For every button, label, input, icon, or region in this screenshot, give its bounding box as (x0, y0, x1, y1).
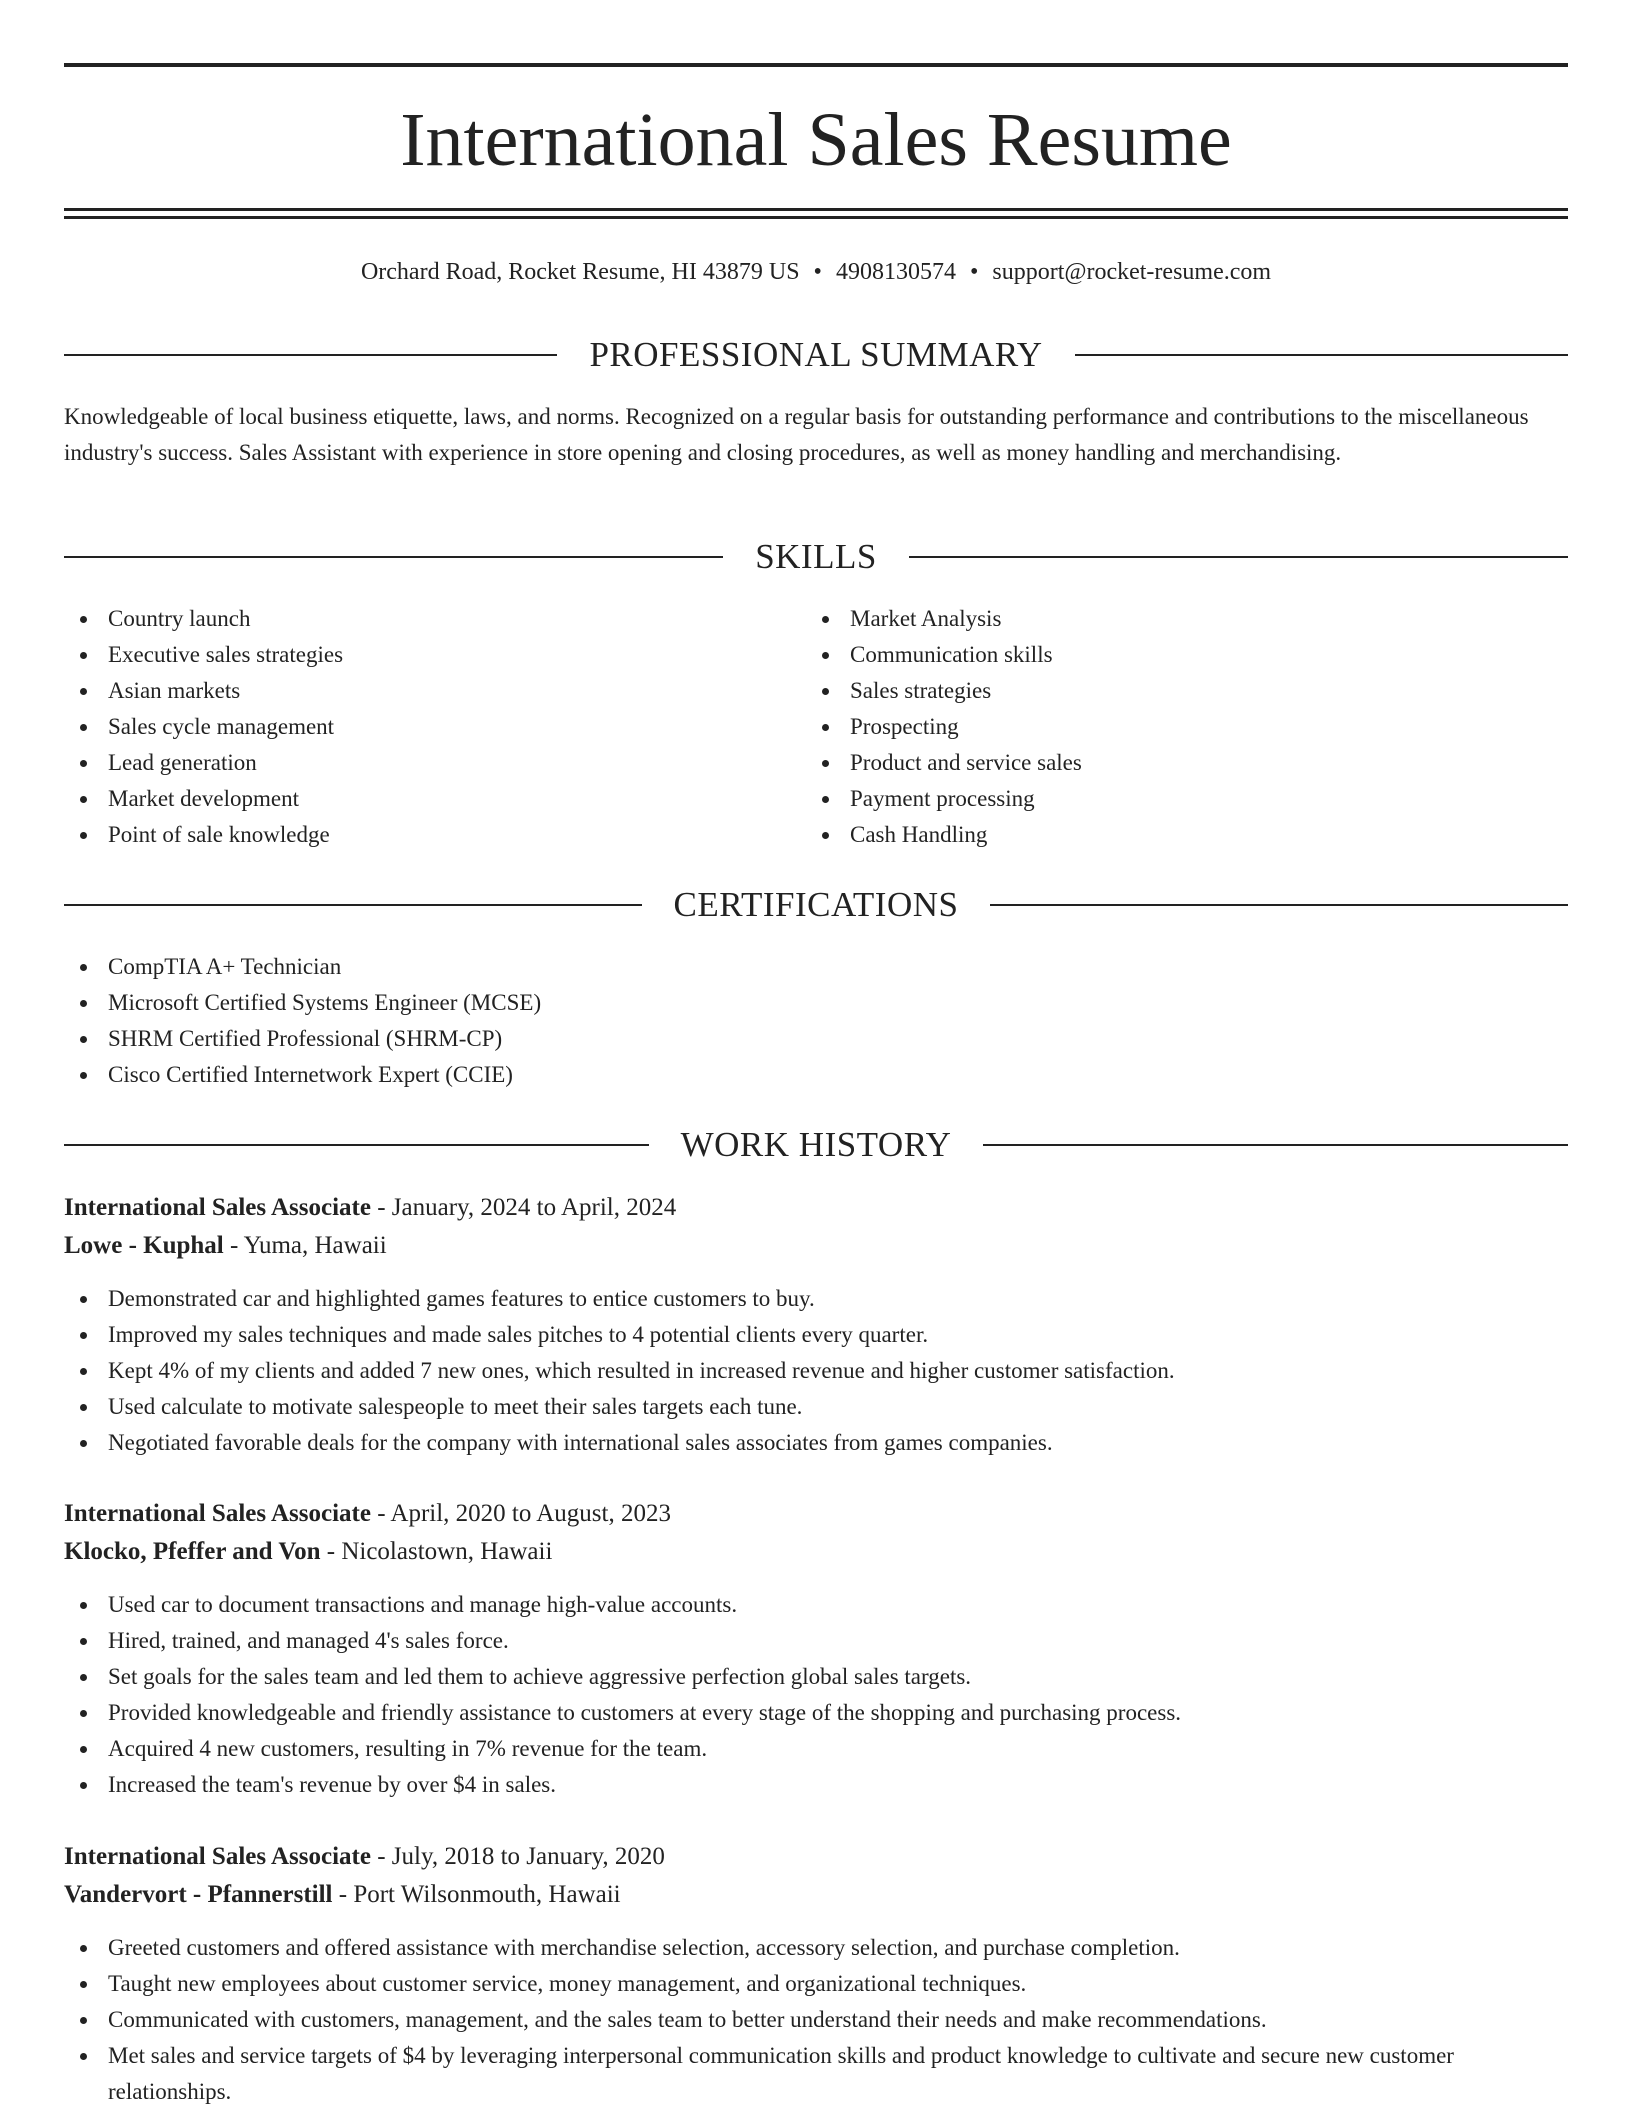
job-bullet-item: Negotiated favorable deals for the company with international sales associates from games companies. (64, 1425, 1568, 1461)
job-title: International Sales Associate (64, 1843, 371, 1870)
section-heading-summary (64, 335, 1568, 375)
job-bullet-item: Used car to document transactions and manage high-value accounts. (64, 1587, 1568, 1623)
contact-line (64, 255, 1568, 289)
contact-phone: 4908130574 (835, 259, 956, 285)
skill-item: Sales cycle management (64, 709, 764, 745)
title-double-rule (64, 208, 1568, 220)
heading-rule (64, 1144, 649, 1146)
skill-item: Communication skills (806, 637, 1506, 673)
resume-title: International Sales Resume (400, 98, 1232, 182)
heading-rule (983, 1144, 1568, 1146)
job-bullet-item: Hired, trained, and managed 4's sales force. (64, 1623, 1568, 1659)
job-entry-2 (64, 1495, 1568, 1803)
heading-label: PROFESSIONAL SUMMARY (589, 335, 1043, 374)
skill-item: Market development (64, 781, 764, 817)
job-dates: - January, 2024 to April, 2024 (370, 1194, 677, 1221)
job-company-line (64, 1533, 1568, 1571)
top-rule (64, 63, 1568, 67)
section-heading-certifications (64, 885, 1568, 925)
skills-list-right (806, 601, 1506, 853)
job-entry-3 (64, 1838, 1568, 2110)
certifications-list (64, 949, 1568, 1093)
job-bullet-item: Communicated with customers, management, and the sales team to better understand their needs and make recommendations. (64, 2002, 1568, 2038)
job-bullet-item: Improved my sales techniques and made sales pitches to 4 potential clients every quarter. (64, 1317, 1568, 1353)
heading-rule (64, 904, 642, 906)
job-bullet-item: Provided knowledgeable and friendly assistance to customers at every stage of the shopping and purchasing process. (64, 1695, 1568, 1731)
heading-rule (64, 556, 723, 558)
skill-item: Executive sales strategies (64, 637, 764, 673)
skills-list-left (64, 601, 764, 853)
heading-rule (990, 904, 1568, 906)
contact-separator: • (813, 259, 822, 285)
skill-item: Product and service sales (806, 745, 1506, 781)
job-bullet-item: Kept 4% of my clients and added 7 new ones, which resulted in increased revenue and higher customer satisfaction. (64, 1353, 1568, 1389)
job-bullet-item: Taught new employees about customer service, money management, and organizational techniques. (64, 1966, 1568, 2002)
job-bullet-item: Demonstrated car and highlighted games features to entice customers to buy. (64, 1281, 1568, 1317)
section-heading-work (64, 1125, 1568, 1165)
skills-column-right (806, 601, 1506, 853)
job-title: International Sales Associate (64, 1500, 371, 1527)
job-bullet-item: Acquired 4 new customers, resulting in 7% revenue for the team. (64, 1731, 1568, 1767)
certification-item: CompTIA A+ Technician (64, 949, 1568, 985)
heading-label: CERTIFICATIONS (673, 885, 959, 924)
skill-item: Payment processing (806, 781, 1506, 817)
certifications-block (64, 949, 1568, 1093)
job-title-line (64, 1838, 1568, 1876)
skill-item: Sales strategies (806, 673, 1506, 709)
heading-label: SKILLS (755, 537, 877, 576)
skill-item: Country launch (64, 601, 764, 637)
heading-label: WORK HISTORY (680, 1125, 952, 1164)
skill-item: Lead generation (64, 745, 764, 781)
job-company: Vandervort - Pfannerstill (64, 1881, 333, 1908)
job-bullets (64, 1930, 1568, 2110)
job-company-line (64, 1876, 1568, 1914)
job-location: - Nicolastown, Hawaii (320, 1538, 553, 1565)
skill-item: Cash Handling (806, 817, 1506, 853)
job-bullet-item: Used calculate to motivate salespeople to meet their sales targets each tune. (64, 1389, 1568, 1425)
skill-item: Point of sale knowledge (64, 817, 764, 853)
section-heading-skills (64, 537, 1568, 577)
job-title-line (64, 1189, 1568, 1227)
heading-rule (64, 354, 557, 356)
job-bullets (64, 1587, 1568, 1803)
skill-item: Prospecting (806, 709, 1506, 745)
job-bullet-item: Increased the team's revenue by over $4 in sales. (64, 1767, 1568, 1803)
job-dates: - April, 2020 to August, 2023 (370, 1500, 671, 1527)
skill-item: Asian markets (64, 673, 764, 709)
contact-separator: • (969, 259, 979, 285)
certification-item: Cisco Certified Internetwork Expert (CCIE) (64, 1057, 1568, 1093)
job-entry-1 (64, 1189, 1568, 1461)
skill-item: Market Analysis (806, 601, 1506, 637)
job-bullet-item: Met sales and service targets of $4 by leveraging interpersonal communication skills and product knowledge to cultivate and secure new customer relationships. (64, 2038, 1568, 2110)
heading-rule (909, 556, 1568, 558)
job-dates: - July, 2018 to January, 2020 (370, 1843, 665, 1870)
certification-item: Microsoft Certified Systems Engineer (MCSE) (64, 985, 1568, 1021)
job-company-line (64, 1227, 1568, 1265)
heading-rule (1075, 354, 1568, 356)
contact-email: support@rocket-resume.com (992, 259, 1272, 285)
job-location: - Port Wilsonmouth, Hawaii (332, 1881, 621, 1908)
job-company: Klocko, Pfeffer and Von (64, 1538, 321, 1565)
job-company: Lowe - Kuphal (64, 1232, 224, 1259)
skills-column-left (64, 601, 764, 853)
job-bullet-item: Greeted customers and offered assistance with merchandise selection, accessory selection, and purchase completion. (64, 1930, 1568, 1966)
job-location: - Yuma, Hawaii (223, 1232, 387, 1259)
job-title: International Sales Associate (64, 1194, 371, 1221)
job-title-line (64, 1495, 1568, 1533)
summary-text: Knowledgeable of local business etiquette, laws, and norms. Recognized on a regular basis for outstanding performance and contributions to the miscellaneous industry's success. Sales Assistant with experience in store opening and closing procedures, as well as money handling and merchandising. (64, 404, 1529, 465)
certification-item: SHRM Certified Professional (SHRM-CP) (64, 1021, 1568, 1057)
contact-address: Orchard Road, Rocket Resume, HI 43879 US (360, 259, 800, 285)
job-bullets (64, 1281, 1568, 1461)
job-bullet-item: Set goals for the sales team and led them to achieve aggressive perfection global sales targets. (64, 1659, 1568, 1695)
